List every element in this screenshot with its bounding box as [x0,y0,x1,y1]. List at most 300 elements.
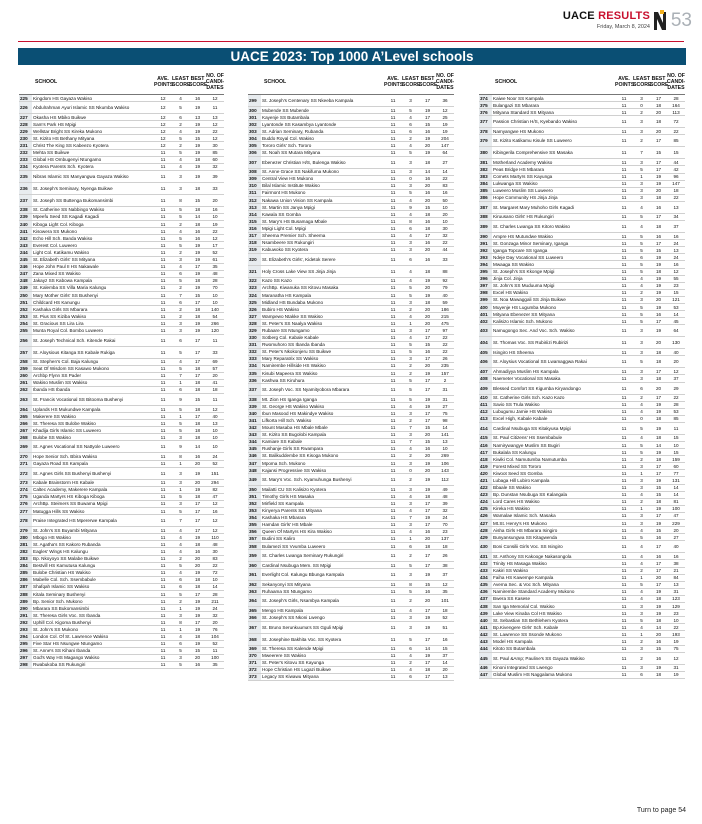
school-name: St. Charles Lwanga Seminary Rukungiri [261,550,384,562]
best-score: 19 [650,275,667,282]
rank-cell: 391 [479,240,492,247]
least-score: 3 [633,368,650,375]
ave-points: 11 [384,403,402,410]
least-score: 7 [172,372,189,379]
ave-points: 11 [384,595,402,607]
best-score: 17 [189,413,206,420]
rank-cell: 323 [248,284,261,291]
table-row [479,368,685,375]
best-score: 17 [650,567,667,574]
best-score: 20 [419,362,436,369]
school-name: Kitala Seminary Bushenyi [32,590,154,597]
rank-cell: 255 [19,327,32,334]
least-score: 5 [633,356,650,368]
ave-points-header: AVE. POINTS [384,69,402,95]
best-score: 18 [189,420,206,427]
table-row [248,614,454,621]
school-name: St. Noah SS Mutara Mityana [261,149,384,156]
ave-points: 11 [615,610,633,617]
candidates: 48 [436,493,454,500]
rank-cell: 368 [248,633,261,645]
school-name: Namyangwe HS Mukono [492,128,615,135]
school-name: Eagles' Wings HS Kalungu [32,548,154,555]
least-score: 4 [402,445,419,452]
least-score: 4 [633,201,650,213]
ave-points: 12 [154,114,172,121]
best-score: 18 [189,221,206,228]
table-row [479,456,685,463]
school-name: Bulamezi SS Vvumba Luweero [261,542,384,549]
least-score: 2 [633,652,650,664]
rank-cell: 428 [479,527,492,534]
table-row [248,370,454,377]
candidates: 50 [436,197,454,204]
school-name: Timothy Girls HS Masaka [261,493,384,500]
rank-cell: 234 [19,163,32,170]
rank-cell: 331 [248,341,261,348]
candidates: 10 [206,441,224,453]
candidates: 16 [667,553,685,560]
ave-points: 11 [154,263,172,270]
least-score: 5 [633,581,650,588]
school-name: St. Francis Vocational SS Bitooma Bushenyi [32,394,154,406]
best-score: 20 [650,296,667,303]
school-name: Comets Martyrs SS Kayunga [492,173,615,180]
table-row [479,567,685,574]
least-score: 3 [402,182,419,189]
rank-cell: 421 [479,477,492,484]
candidates: 92 [436,277,454,284]
ave-points: 11 [154,358,172,365]
least-score: 4 [633,434,650,441]
least-score: 2 [172,598,189,605]
least-score: 2 [402,595,419,607]
best-score: 17 [650,95,667,102]
rank-cell: 248 [19,277,32,284]
ave-points: 11 [615,408,633,415]
rank-cell: 382 [479,166,492,173]
school-name: Trinity HS Masaga Wakiso [492,560,615,567]
candidates: 32 [436,507,454,514]
table-row [248,410,454,417]
candidates: 24 [206,453,224,460]
table-row [19,149,224,156]
ave-points: 11 [615,159,633,166]
best-score: 17 [650,135,667,147]
school-name: Kawala SS Gomba [261,211,384,218]
ave-points: 11 [154,270,172,277]
table-row [19,379,224,386]
table-row [19,612,224,619]
school-name: Mengo HS Kampala [261,607,384,614]
ave-points: 11 [384,542,402,549]
candidates: 35 [206,263,224,270]
ave-points: 11 [615,268,633,275]
candidates: 37 [436,652,454,659]
table-row [479,408,685,415]
school-header: SCHOOL [32,69,154,95]
school-name: Lubugumu Jamie HS Wakiso [492,408,615,415]
best-score: 16 [419,218,436,225]
best-score: 18 [650,456,667,463]
ave-points: 11 [384,521,402,528]
school-name: Uplands HS Mukundwe Kampala [32,406,154,413]
least-score: 3 [402,168,419,175]
school-name: Hope Christian HS Lugazi Buikwe [261,666,384,673]
least-score: 4 [172,163,189,170]
rank-cell: 399 [479,296,492,303]
school-name: Echo Hill Sch. Banda Wakiso [32,235,154,242]
ave-points: 11 [384,341,402,348]
rank-cell: 320 [248,253,261,265]
ave-points: 11 [384,114,402,121]
least-score: 4 [172,263,189,270]
school-name: Bulobe Christian HS Wakiso [32,569,154,576]
least-score: 4 [633,541,650,553]
table-row [479,128,685,135]
table-row [479,631,685,638]
best-score: 14 [650,442,667,449]
least-score: 5 [172,647,189,654]
best-score: 18 [189,365,206,372]
candidates: 120 [206,327,224,334]
candidates: 15 [667,434,685,441]
school-name: Uphill Col. Kigoma Bushenyi [32,619,154,626]
table-row [19,626,224,633]
best-score: 19 [189,284,206,291]
best-score: 19 [189,605,206,612]
ave-points: 11 [615,401,633,408]
ave-points: 11 [615,645,633,652]
rank-cell: 308 [248,168,261,175]
rank-cell: 357 [248,535,261,542]
least-score: 2 [402,452,419,459]
least-score: 5 [172,493,189,500]
rank-cell: 405 [479,349,492,356]
table-row [479,401,685,408]
candidates: 19 [206,221,224,228]
candidates: 70 [206,284,224,291]
least-score: 8 [402,581,419,588]
best-score: 18 [419,542,436,549]
ave-points: 11 [154,394,172,406]
ave-points: 11 [615,187,633,194]
table-row [19,479,224,486]
table-row [19,277,224,284]
school-name: Makerere SS Wakiso [32,413,154,420]
table-row [248,569,454,581]
school-name: Mpoma Sch. Mukono [261,460,384,467]
candidates: 39 [436,500,454,507]
ave-points: 11 [384,197,402,204]
candidates: 34 [667,213,685,220]
school-name: Lukwanga SS Wakiso [492,180,615,187]
school-name: Ahmadiyya Muslim HS Kampala [492,368,615,375]
school-header: SCHOOL [492,69,615,95]
best-score: 17 [189,515,206,527]
least-score: 2 [172,142,189,149]
least-score: 5 [633,422,650,434]
best-score: 19 [650,303,667,310]
ave-points: 11 [384,142,402,149]
least-score: 6 [172,114,189,121]
rank-cell: 272 [19,467,32,479]
least-score: 4 [402,114,419,121]
least-score: 3 [633,375,650,382]
best-score: 18 [189,583,206,590]
least-score: 7 [633,147,650,159]
school-name: St. Joseph's Seminary, Nyenga Buikwe [32,182,154,194]
ave-points: 11 [154,420,172,427]
candidates: 294 [206,479,224,486]
best-score: 18 [189,313,206,320]
rank-cell: 443 [479,638,492,645]
school-name: Mehta SS Buikwe [32,149,154,156]
school-name: Jakayz SS Kabowa Kampala [32,277,154,284]
school-name: Kaiwe Noor SS Kampala [492,95,615,102]
best-score: 19 [650,325,667,337]
rank-cell: 319 [248,246,261,253]
best-score: 19 [189,163,206,170]
rank-cell: 235 [19,170,32,182]
candidates: 16 [206,508,224,515]
ave-points: 12 [154,121,172,128]
least-score: 5 [172,427,189,434]
ave-points: 11 [384,467,402,474]
table-row [19,256,224,263]
ave-points: 11 [154,406,172,413]
school-name: Sotberg Col. Kabale Kabale [261,334,384,341]
school-name: Bukalala SS Kalungu [492,449,615,456]
least-score: 5 [633,303,650,310]
least-score-header: LEAST SCORE [172,69,189,95]
table-row [248,239,454,246]
best-score: 20 [189,479,206,486]
least-score: 7 [402,424,419,431]
rank-cell: 259 [19,365,32,372]
ave-points: 11 [154,313,172,320]
least-score: 4 [172,228,189,235]
table-row [19,121,224,128]
school-name: St. Catherine SS Nabbingo Wakiso [32,206,154,213]
best-score: 15 [189,394,206,406]
ave-points: 12 [154,142,172,149]
ave-points: 11 [615,147,633,159]
table-row [248,232,454,239]
ave-points: 11 [615,470,633,477]
table-row [19,527,224,534]
table-row [248,277,454,284]
table-row [248,417,454,424]
table-row [19,434,224,441]
table-row [19,583,224,590]
table-row [248,327,454,334]
table-row [479,463,685,470]
rank-cell: 406 [479,356,492,368]
candidates: 25 [436,114,454,121]
ave-points: 11 [615,180,633,187]
ave-points: 11 [384,666,402,673]
table-row [19,221,224,228]
least-score: 2 [402,417,419,424]
school-name: Bulangazi SS Mbarara [492,102,615,109]
best-score: 19 [650,261,667,268]
candidates: 59 [436,299,454,306]
table-row [479,574,685,581]
least-score: 3 [633,664,650,671]
school-name: Archbp Flynn SS Pader [32,372,154,379]
ave-points: 11 [615,602,633,609]
least-score: 2 [172,249,189,256]
least-score: 3 [633,159,650,166]
ave-points: 11 [384,156,402,168]
table-row [248,514,454,521]
candidates: 64 [667,325,685,337]
ave-points: 11 [615,463,633,470]
ave-points: 11 [615,368,633,375]
ave-points: 11 [384,460,402,467]
best-score: 16 [189,661,206,668]
candidates: 85 [206,149,224,156]
rank-cell: 242 [19,235,32,242]
best-score: 16 [650,553,667,560]
best-score: 20 [419,197,436,204]
table-row [248,341,454,348]
best-score: 19 [189,142,206,149]
candidates: 40 [436,291,454,298]
table-row [19,299,224,306]
table-row [479,512,685,519]
best-score: 18 [419,299,436,306]
rank-cell: 427 [479,520,492,527]
candidates: 21 [667,567,685,574]
least-score: 1 [402,535,419,542]
least-score: 1 [172,460,189,467]
ave-points: 11 [154,277,172,284]
table-row [479,638,685,645]
table-row [479,664,685,671]
table-row [248,114,454,121]
candidates: 12 [206,500,224,507]
least-score: 4 [633,401,650,408]
school-name: Kyotera Parents Sch. Kyotera [32,163,154,170]
least-score: 3 [172,467,189,479]
candidates: 38 [436,562,454,569]
school-name: Bubiro HS Wakiso [261,306,384,313]
ave-points: 11 [615,128,633,135]
best-score: 16 [189,228,206,235]
ave-points: 11 [384,633,402,645]
rank-cell: 343 [248,431,261,438]
ave-points: 11 [154,562,172,569]
school-name: St. Gracious SS Lira Lira [32,320,154,327]
candidates: 20 [206,619,224,626]
rank-cell: 414 [479,422,492,434]
table-row [248,460,454,467]
candidates: 72 [206,569,224,576]
rank-cell: 348 [248,467,261,474]
candidates: 112 [436,474,454,486]
ave-points: 11 [384,355,402,362]
ave-points: 11 [615,375,633,382]
rank-cell: 293 [19,626,32,633]
candidates: 10 [436,445,454,452]
ave-points: 11 [384,486,402,493]
rank-cell: 286 [19,576,32,583]
least-score: 6 [633,671,650,678]
best-score: 17 [419,417,436,424]
ave-points: 11 [615,311,633,318]
ave-points: 11 [615,201,633,213]
candidates: 83 [206,555,224,562]
candidates: 47 [667,512,685,519]
table-row [479,289,685,296]
school-name: Kabale Brainstorm HS Kabale [32,479,154,486]
least-score: 3 [402,614,419,621]
candidates: 15 [667,449,685,456]
school-header: SCHOOL [261,69,384,95]
ave-points: 11 [615,95,633,102]
best-score: 18 [189,206,206,213]
table-row [248,168,454,175]
table-row [19,420,224,427]
best-score: 16 [419,528,436,535]
rank-cell: 329 [248,327,261,334]
table-row [19,263,224,270]
rank-cell: 387 [479,201,492,213]
ave-points: 11 [154,327,172,334]
school-name: St. Catherine Girls Sch. Kazo Kazo [492,394,615,401]
rank-cell: 420 [479,470,492,477]
candidates: 30 [436,225,454,232]
best-score: 18 [189,493,206,500]
school-name: Ebenezer Christian H/S, Bulenga Wakiso [261,156,384,168]
ave-points: 11 [384,189,402,196]
best-score: 18 [189,182,206,194]
table-row [19,102,224,114]
rank-cell: 444 [479,645,492,652]
best-score: 17 [189,372,206,379]
least-score: 3 [633,194,650,201]
least-score: 2 [172,121,189,128]
candidates: 10 [206,427,224,434]
table-row [479,394,685,401]
best-score: 18 [189,306,206,313]
least-score: 2 [402,306,419,313]
best-score: 17 [189,619,206,626]
best-score: 17 [650,240,667,247]
rank-cell: 367 [248,621,261,633]
ave-points: 11 [384,121,402,128]
best-score: 18 [419,493,436,500]
ave-points: 11 [154,235,172,242]
best-score: 19 [189,270,206,277]
candidates: 269 [436,452,454,459]
rank-cell: 240 [19,221,32,228]
candidates: 19 [667,671,685,678]
candidates: 2 [436,377,454,384]
candidates: 10 [436,204,454,211]
least-score: 1 [172,605,189,612]
ave-points: 11 [154,633,172,640]
rankings-column-2 [248,69,454,681]
least-score: 5 [402,149,419,156]
rank-cell: 441 [479,624,492,631]
table-row [19,313,224,320]
table-row [19,327,224,334]
best-score: 17 [419,659,436,666]
rank-cell: 227 [19,114,32,121]
